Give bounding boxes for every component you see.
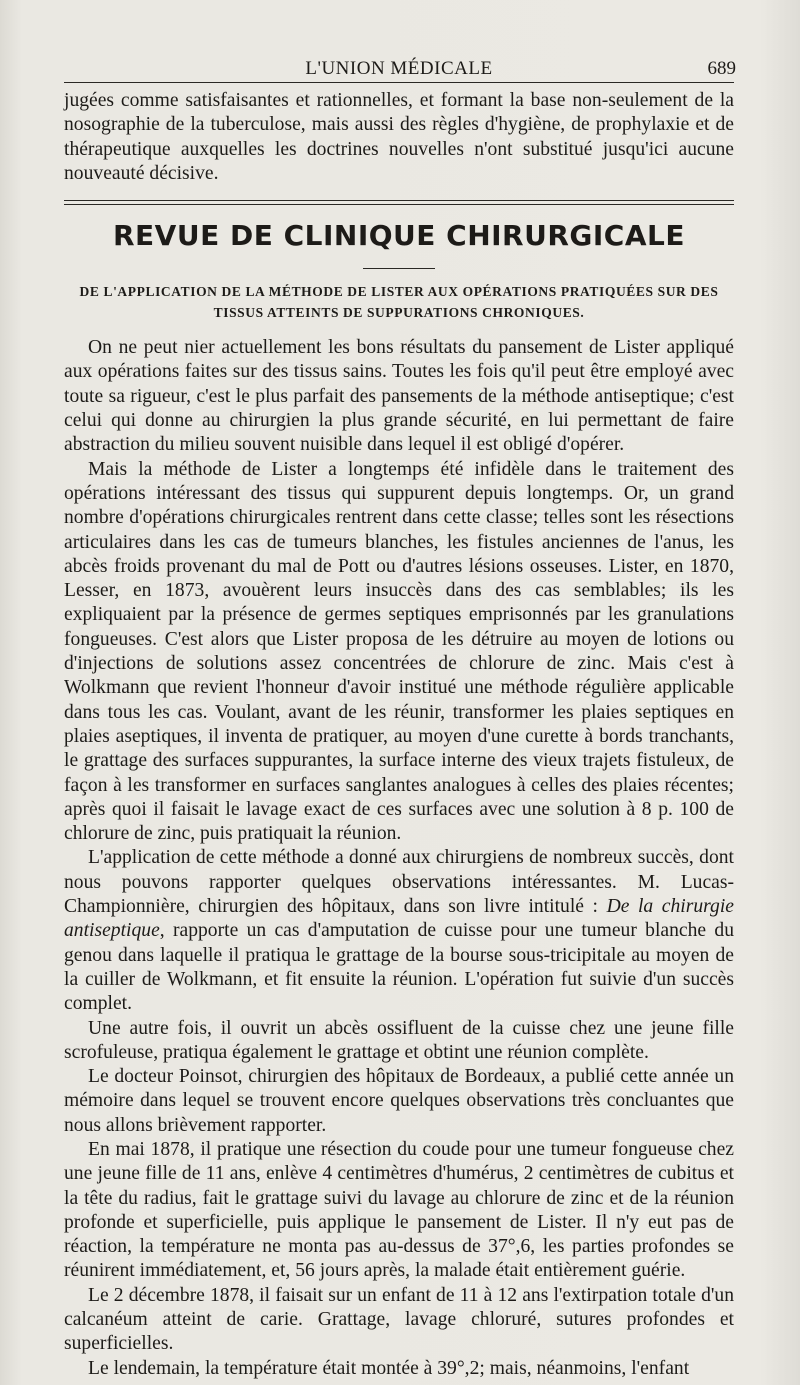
page-number: 689: [707, 58, 736, 79]
paragraph-1: On ne peut nier actuellement les bons résultats du pansement de Lister appliqué aux opérations faites sur des tissus sains. Toutes les fois qu'il peut être employé avec toute sa rigueur, c'est le plus parfait des pansements de la méthode antiseptique; c'est celui qui donne au chirurgien la plus grande sécurité, en lui permettant de faire abstraction du milieu souvent nuisible dans lequel il est obligé d'opérer.: [64, 337, 734, 456]
paragraph-3-text-b: , rapporte un cas d'amputation de cuisse pour une tumeur blanche du genou dans laquelle il pratiqua le grattage de la bourse sous-tricipitale au moyen de la cuiller de Wolkmann, et fit ensuite la réunion. L'opération fut suivie d'un succès complet.: [64, 920, 734, 1015]
paragraph-3: [64, 846, 734, 1016]
paragraph-3-text-a: L'application de cette méthode a donné aux chirurgiens de nombreux succès, dont nous pouvons rapporter quelques observations intéressantes. M. Lucas-Championnière, chirurgien des hôpitaux, dans son livre intitulé :: [64, 847, 734, 918]
section-title: REVUE DE CLINIQUE CHIRURGICALE: [112, 219, 685, 253]
intro-paragraph: jugées comme satisfaisantes et rationnelles, et formant la base non-seulement de la nosographie de la tuberculose, mais aussi des règles d'hygiène, de prophylaxie et de thérapeutique auxquelles les doctrines nouvelles n'ont substitué jusqu'ici aucune nouveauté décisive.: [64, 90, 734, 184]
running-head: [64, 44, 734, 82]
journal-title: L'UNION MÉDICALE: [305, 58, 493, 79]
paragraph-4: Une autre fois, il ouvrit un abcès ossifluent de la cuisse chez une jeune fille scrofuleuse, pratiqua également le grattage et obtint une réunion complète.: [64, 1017, 734, 1063]
book-title: De la chirurgie antiseptique: [64, 896, 734, 942]
paragraph-7: Le 2 décembre 1878, il faisait sur un enfant de 11 à 12 ans l'extirpation totale d'un calcanéum atteint de carie. Grattage, lavage chloruré, sutures profondes et superficielles.: [64, 1284, 734, 1355]
article-title-line-2: TISSUS ATTEINTS DE SUPPURATIONS CHRONIQUES.: [213, 305, 585, 321]
paragraph-5: Le docteur Poinsot, chirurgien des hôpitaux de Bordeaux, a publié cette année un mémoire dans lequel se trouvent encore quelques observations très concluantes que nous allons brièvement rapporter.: [64, 1066, 734, 1136]
article-title: [64, 281, 734, 323]
header-rule: [64, 82, 734, 83]
section-divider: [64, 200, 734, 205]
paragraph-6: En mai 1878, il pratique une résection du coude pour une tumeur fongueuse chez une jeune fille de 11 ans, enlève 4 centimètres d'humérus, 2 centimètres de cubitus et la tête du radius, fait le grattage suivi du lavage au chlorure de zinc et de la réunion profonde et superficielle, puis applique le pansement de Lister. Il n'y eut pas de réaction, la température ne monta pas au-dessus de 37°,6, les parties profondes se réunirent immédiatement, et, 56 jours après, la malade était entièrement guérie.: [64, 1138, 734, 1282]
paragraph-8: Le lendemain, la température était montée à 39°,2; mais, néanmoins, l'enfant: [88, 1357, 690, 1379]
paragraph-2: Mais la méthode de Lister a longtemps été infidèle dans le traitement des opérations intéressant des tissus qui suppurent depuis longtemps. Or, un grand nombre d'opérations chirurgicales rentrent dans cette classe; telles sont les résections articulaires dans les cas de tumeurs blanches, les fistules anciennes de l'anus, les abcès froids provenant du mal de Pott ou d'autres lésions osseuses. Lister, en 1870, Lesser, en 1873, avouèrent leurs insuccès dans des cas semblables; ils les expliquaient par la présence de germes septiques emprisonnés par les granulations fongueuses. C'est alors que Lister proposa de les détruire au moyen de lotions ou d'injections de solutions assez concentrées de chlorure de zinc. Mais c'est à Wolkmann que revient l'honneur d'avoir institué une méthode régulière applicable dans tous les cas. Voulant, avant de les réunir, transformer les plaies septiques en plaies aseptiques, il inventa de pratiquer, au moyen d'une curette à bords tranchants, le grattage des surfaces suppurantes, la surface interne des vieux trajets fistuleux, de façon à les transformer en surfaces sanglantes analogues à celles des plaies récentes; après quoi il faisait le lavage exact de ces surfaces avec une solution à 8 p. 100 de chlorure de zinc, puis pratiquait la réunion.: [64, 458, 734, 845]
article-title-line-1: DE L'APPLICATION DE LA MÉTHODE DE LISTER AUX OPÉRATIONS PRATIQUÉES SUR DES: [79, 284, 719, 300]
title-rule: [363, 268, 435, 269]
